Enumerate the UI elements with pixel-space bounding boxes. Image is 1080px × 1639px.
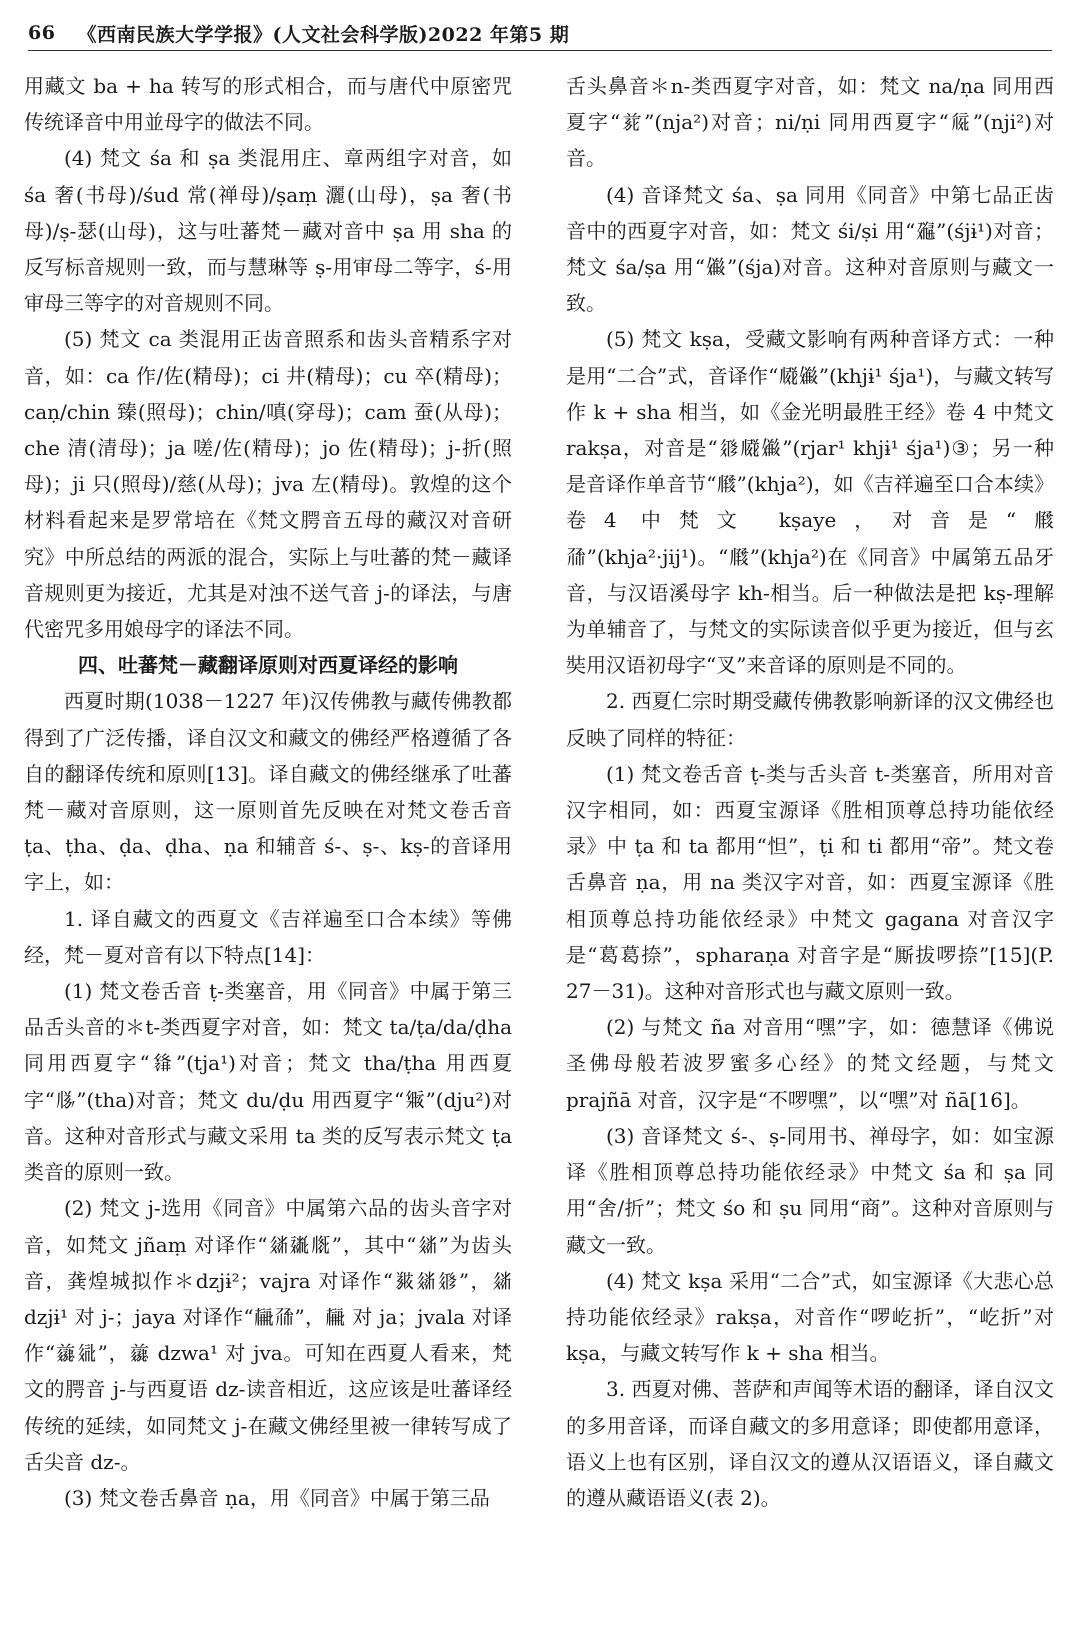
- paragraph: 舌头鼻音＊n-类西夏字对音，如：梵文 na/ṇa 同用西夏字“𗐱”(nja²)对音；ni/ṇi 同用西夏字“𗏁”(nji²)对音。: [566, 74, 1054, 171]
- paragraph: (1) 梵文卷舌音 ṭ-类塞音，用《同音》中属于第三品舌头音的＊t-类西夏字对音，如：梵文 ta/ṭa/da/ḍha 同用西夏字“𗌭”(tja¹)对音；梵文 tha/ṭha 用西夏字“𗄵”(tha)对音；梵文 du/ḍu 用西夏字“𗋘”(dju²)对音。这种对音形式与藏文采用 ta 类的反写表示梵文 ṭa 类音的原则一致。: [24, 979, 512, 1185]
- paragraph: (4) 梵文 kṣa 采用“二合”式，如宝源译《大悲心总持功能依经录》rakṣa，对音作“啰屹折”，“屹折”对 kṣa，与藏文转写作 k + sha 相当。: [566, 1268, 1054, 1366]
- paragraph: (5) 梵文 ca 类混用正齿音照系和齿头音精系字对音，如：ca 作/佐(精母)；ci 井(精母)；cu 卒(精母)；caṇ/chin 臻(照母)；chin/嗔(穿母)；cam 蚕(从母)；che 清(清母)；ja 嗟/佐(精母)；jo 佐(精母)；j-折(照母)；ji 只(照母)/慈(从母)；jva 左(精母)。敦煌的这个材料看起来是罗常培在《梵文腭音五母的藏汉对音研究》中所总结的两派的混合，实际上与吐蕃的梵－藏译音规则更为接近，尤其是对浊不送气音 j-的译法，与唐代密咒多用娘母字的译法不同。: [24, 327, 512, 642]
- paragraph: (4) 音译梵文 śa、ṣa 同用《同音》中第七品正齿音中的西夏字对音，如：梵文 śi/ṣi 用“𗘃”(śjɨ¹)对音；梵文 śa/ṣa 用“𗏹”(śja)对音。这种对音原则与藏文一致。: [566, 182, 1054, 316]
- page-number: 66: [28, 22, 56, 44]
- paragraph: 西夏时期(1038－1227 年)汉传佛教与藏传佛教都得到了广泛传播，译自汉文和藏文的佛经严格遵循了各自的翻译传统和原则[13]。译自藏文的佛经继承了吐蕃梵－藏对音原则，这一原则首先反映在对梵文卷舌音 ṭa、ṭha、ḍa、ḍha、ṇa 和辅音 ś-、ṣ-、kṣ-的音译用字上，如：: [24, 689, 512, 895]
- paragraph: 3. 西夏对佛、菩萨和声闻等术语的翻译，译自汉文的多用音译，而译自藏文的多用意译；即使都用意译，语义上也有区别，译自汉文的遵从汉语语义，译自藏文的遵从藏语语义(表 2)。: [566, 1377, 1054, 1510]
- running-header: [28, 16, 1052, 51]
- paragraph: 1. 译自藏文的西夏文《吉祥遍至口合本续》等佛经，梵－夏对音有以下特点[14]：: [24, 906, 512, 967]
- paragraph: (3) 梵文卷舌鼻音 ṇa，用《同音》中属于第三品: [64, 1485, 490, 1510]
- journal-title: 《西南民族大学学报》(人文社会科学版)2022 年第5 期: [77, 23, 570, 46]
- paragraph: (3) 音译梵文 ś-、ṣ-同用书、禅母字，如：如宝源译《胜相顶尊总持功能依经录》中梵文 śa 和 ṣa 同用“舍/折”；梵文 śo 和 ṣu 同用“商”。这种对音原则与藏文一致。: [566, 1123, 1054, 1257]
- section-heading: 四、吐蕃梵－藏翻译原则对西夏译经的影响: [78, 653, 458, 678]
- paragraph: (2) 梵文 j-选用《同音》中属第六品的齿头音字对音，如梵文 jñaṃ 对译作“𗣫𗡶𗅋”，其中“𗣫”为齿头音，龚煌城拟作＊dzjɨ²；vajra 对译作“𗯴𗣫𗤁”，𗣫 dzjɨ¹ 对 j-；jaya 对译作“𗍳𗗙”，𗍳 对 ja；jvala 对译作“𗓿𗣼”，𗓿 dzwa¹ 对 jva。可知在西夏人看来，梵文的腭音 j-与西夏语 dz-读音相近，这应该是吐蕃译经传统的延续，如同梵文 j-在藏文佛经里被一律转写成了舌尖音 dz-。: [24, 1196, 512, 1474]
- left-column: [24, 68, 512, 1516]
- paragraph: (1) 梵文卷舌音 ṭ-类与舌头音 t-类塞音，所用对音汉字相同，如：西夏宝源译《胜相顶尊总持功能依经录》中 ṭa 和 ta 都用“怛”，ṭi 和 ti 都用“帝”。梵文卷舌鼻音 ṇa，用 na 类汉字对音，如：西夏宝源译《胜相顶尊总持功能依经录》中梵文 gagana 对音汉字是“葛葛捺”，spharaṇa 对音字是“厮拔啰捺”[15](P. 27－31)。这种对音形式也与藏文原则一致。: [566, 761, 1054, 1004]
- paragraph: (2) 与梵文 ña 对音用“嘿”字，如：德慧译《佛说圣佛母般若波罗蜜多心经》的梵文经题，与梵文 prajñā 对音，汉字是“不啰嘿”，以“嘿”对 ñā[16]。: [566, 1015, 1054, 1112]
- paragraph: (4) 梵文 śa 和 ṣa 类混用庄、章两组字对音，如 śa 奢(书母)/śud 常(禅母)/ṣaṃ 灑(山母)，ṣa 奢(书母)/ṣ-瑟(山母)，这与吐蕃梵－藏对音中 ṣa 用 sha 的反写标音规则一致，而与慧琳等 ṣ-用审母二等字，ś-用审母三等字的对音规则不同。: [24, 146, 512, 316]
- paragraph: 2. 西夏仁宗时期受藏传佛教影响新译的汉文佛经也反映了同样的特征：: [566, 689, 1054, 750]
- paragraph: 用藏文 ba + ha 转写的形式相合，而与唐代中原密咒传统译音中用並母字的做法不同。: [24, 74, 512, 135]
- paragraph: (5) 梵文 kṣa，受藏文影响有两种音译方式：一种是用“二合”式，音译作“𗆧𗏹”(khjɨ¹ śja¹)，与藏文转写作 k + sha 相当，如《金光明最胜王经》卷 4 中梵文 rakṣa，对音是“𗤁𗆧𗏹”(rjar¹ khjɨ¹ śja¹)③；另一种是音译作单音节“𗆨”(khja²)，如《吉祥遍至口合本续》卷4 中梵文 kṣaye，对音是“𗆨𗗙”(khja²·jij¹)。“𗆨”(khja²)在《同音》中属第五品牙音，与汉语溪母字 kh-相当。后一种做法是把 kṣ-理解为单辅音了，与梵文的实际读音似乎更为接近，但与玄奘用汉语初母字“叉”来音译的原则是不同的。: [566, 327, 1054, 678]
- right-column: [566, 68, 1054, 1516]
